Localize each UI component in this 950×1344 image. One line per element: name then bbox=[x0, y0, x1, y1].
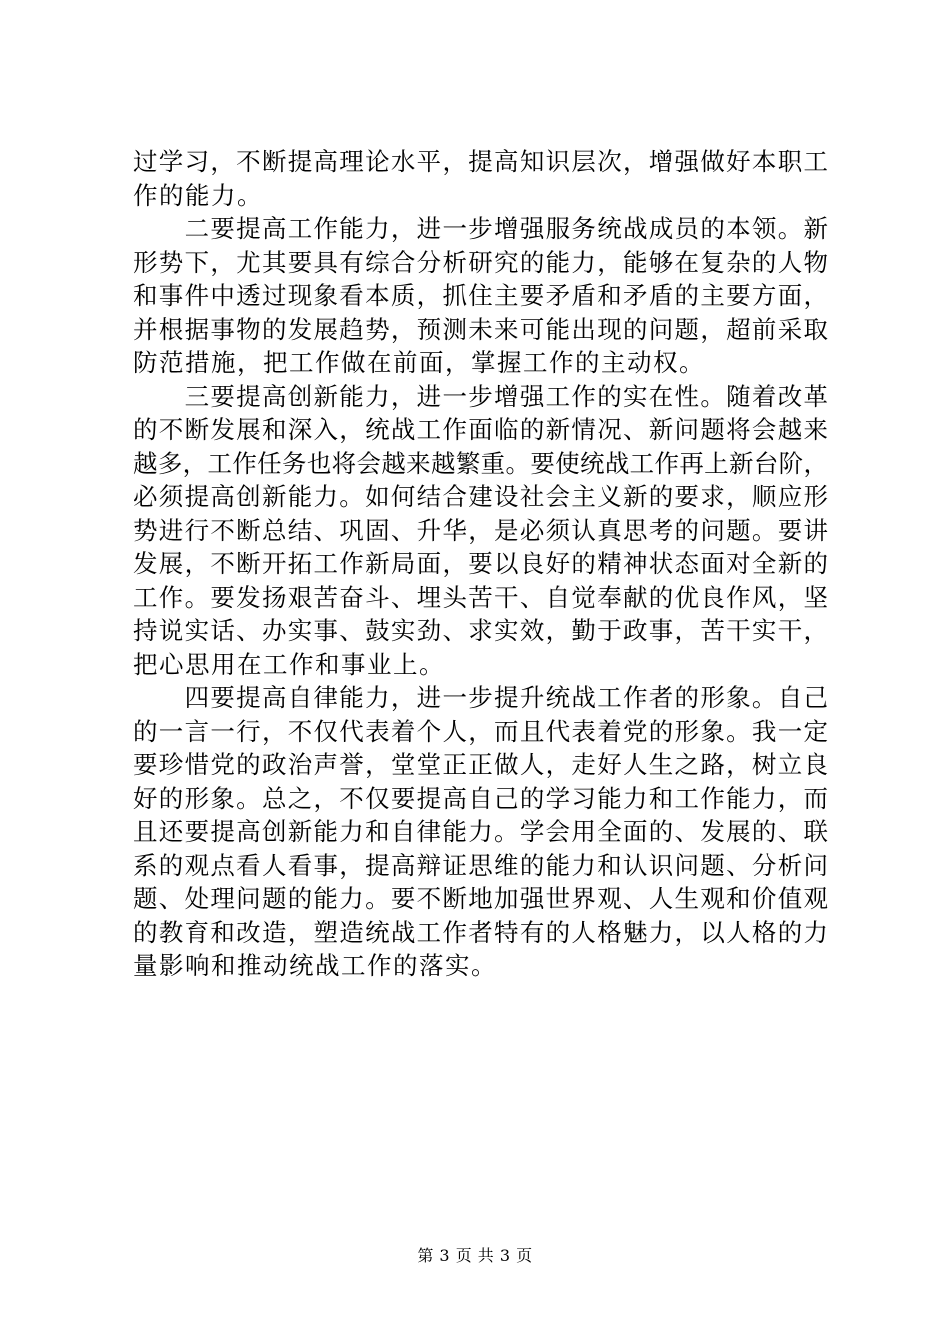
text-line: 要珍惜党的政治声誉，堂堂正正做人，走好人生之路，树立良 bbox=[133, 750, 828, 779]
text-line: 题、处理问题的能力。要不断地加强世界观、人生观和价值观 bbox=[133, 884, 828, 913]
page-footer bbox=[0, 1244, 950, 1268]
text-line: 系的观点看人看事，提高辩证思维的能力和认识问题、分析问 bbox=[133, 850, 828, 880]
text-line: 发展，不断开拓工作新局面，要以良好的精神状态面对全新的 bbox=[133, 549, 828, 578]
text-line: 三要提高创新能力，进一步增强工作的实在性。随着改革 bbox=[133, 381, 828, 411]
text-line: 二要提高工作能力，进一步增强服务统战成员的本领。新 bbox=[133, 214, 828, 243]
text-line: 好的形象。总之，不仅要提高自己的学习能力和工作能力，而 bbox=[133, 783, 828, 813]
text-line: 并根据事物的发展趋势，预测未来可能出现的问题，超前采取 bbox=[133, 314, 828, 344]
text-line: 且还要提高创新能力和自律能力。学会用全面的、发展的、联 bbox=[133, 817, 828, 846]
text-line: 形势下，尤其要具有综合分析研究的能力，能够在复杂的人物 bbox=[133, 247, 828, 277]
text-line: 的教育和改造，塑造统战工作者特有的人格魅力，以人格的力 bbox=[133, 917, 828, 947]
text-line: 势进行不断总结、巩固、升华，是必须认真思考的问题。要讲 bbox=[133, 515, 828, 545]
text-line: 和事件中透过现象看本质，抓住主要矛盾和矛盾的主要方面， bbox=[133, 281, 828, 310]
text-line: 量影响和推动统战工作的落实。 bbox=[133, 951, 497, 980]
text-line: 的一言一行，不仅代表着个人，而且代表着党的形象。我一定 bbox=[133, 716, 828, 746]
text-line: 工作。要发扬艰苦奋斗、埋头苦干、自觉奉献的优良作风，坚 bbox=[133, 582, 828, 612]
text-line: 持说实话、办实事、鼓实劲、求实效，勤于政事，苦干实干， bbox=[133, 616, 828, 645]
text-line: 作的能力。 bbox=[133, 180, 263, 210]
text-line: 必须提高创新能力。如何结合建设社会主义新的要求，顺应形 bbox=[133, 482, 828, 511]
text-line: 过学习，不断提高理论水平，提高知识层次，增强做好本职工 bbox=[133, 147, 828, 176]
document-body bbox=[133, 145, 828, 983]
text-line: 的不断发展和深入，统战工作面临的新情况、新问题将会越来 bbox=[133, 415, 828, 444]
text-line: 四要提高自律能力，进一步提升统战工作者的形象。自己 bbox=[133, 683, 828, 712]
text-line: 越多，工作任务也将会越来越繁重。要使统战工作再上新台阶， bbox=[133, 448, 828, 478]
page-number-label: 第 3 页 共 3 页 bbox=[417, 1246, 533, 1265]
text-line: 把心思用在工作和事业上。 bbox=[133, 649, 445, 679]
text-line: 防范措施，把工作做在前面，掌握工作的主动权。 bbox=[133, 348, 705, 377]
